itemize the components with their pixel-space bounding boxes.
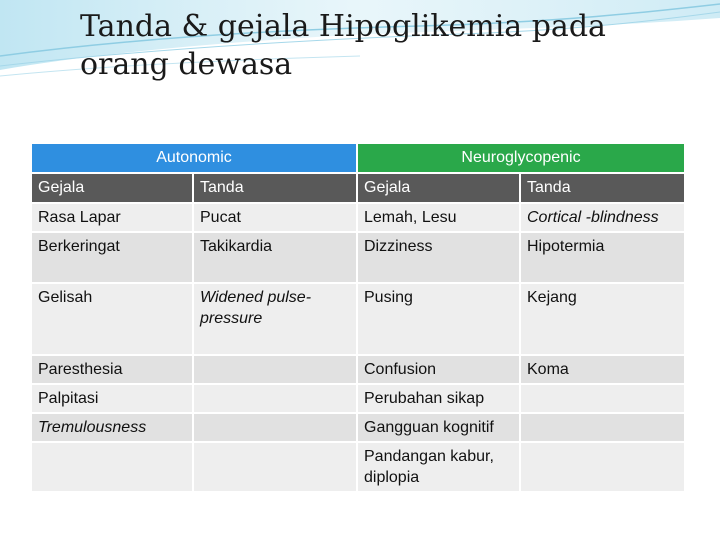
table-row (31, 203, 685, 232)
table-cell: Widened pulse-pressure (193, 283, 357, 355)
table-cell: Takikardia (193, 232, 357, 283)
table-cell (520, 442, 685, 492)
table-cell: Hipotermia (520, 232, 685, 283)
symptoms-table (30, 142, 686, 493)
table-cell (520, 413, 685, 442)
column-header: Gejala (31, 173, 193, 203)
table-cell: Lemah, Lesu (357, 203, 520, 232)
table-cell: Rasa Lapar (31, 203, 193, 232)
table-row (31, 283, 685, 355)
column-header: Tanda (193, 173, 357, 203)
column-header: Tanda (520, 173, 685, 203)
table-cell: Palpitasi (31, 384, 193, 413)
table-cell: Gangguan kognitif (357, 413, 520, 442)
table-cell (31, 442, 193, 492)
table-cell: Cortical -blindness (520, 203, 685, 232)
table-cell: Koma (520, 355, 685, 384)
table-cell: Tremulousness (31, 413, 193, 442)
column-header-row (31, 173, 685, 203)
table-cell (193, 442, 357, 492)
table-cell: Pandangan kabur, diplopia (357, 442, 520, 492)
group-header-row (31, 143, 685, 173)
slide-title-line-1: Tanda & gejala Hipoglikemia pada (80, 9, 606, 44)
table-cell: Paresthesia (31, 355, 193, 384)
slide-title (80, 8, 710, 84)
table-cell: Kejang (520, 283, 685, 355)
table-row (31, 413, 685, 442)
table-row (31, 384, 685, 413)
table-cell: Dizziness (357, 232, 520, 283)
slide-title-line-2: orang dewasa (80, 47, 293, 82)
table-cell: Perubahan sikap (357, 384, 520, 413)
table-row (31, 232, 685, 283)
table-cell (193, 355, 357, 384)
table-cell: Pucat (193, 203, 357, 232)
autonomic-header: Autonomic (31, 143, 357, 173)
table-cell: Confusion (357, 355, 520, 384)
table-cell (193, 413, 357, 442)
table-cell (520, 384, 685, 413)
table-row (31, 442, 685, 492)
neuroglycopenic-header: Neuroglycopenic (357, 143, 685, 173)
table-cell: Gelisah (31, 283, 193, 355)
table-cell: Berkeringat (31, 232, 193, 283)
table-row (31, 355, 685, 384)
table-cell (193, 384, 357, 413)
table-cell: Pusing (357, 283, 520, 355)
column-header: Gejala (357, 173, 520, 203)
